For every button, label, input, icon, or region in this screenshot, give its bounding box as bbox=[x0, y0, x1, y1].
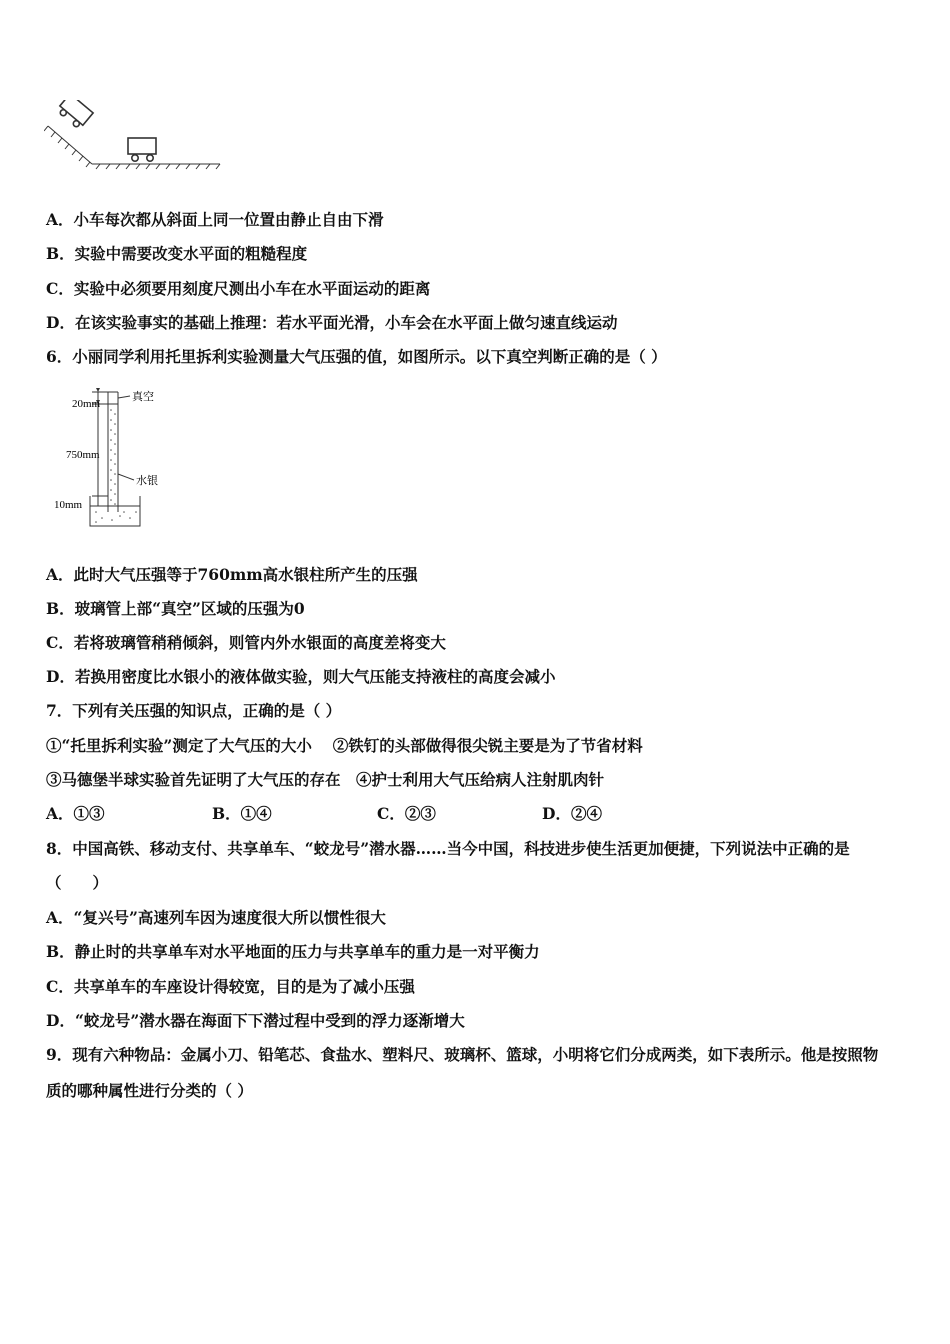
q6-option-d: D．若换用密度比水银小的液体做实验，则大气压能支持液柱的高度会减小 bbox=[46, 667, 556, 686]
label-750mm: 750mm bbox=[66, 449, 100, 461]
q9-stem-line-1: 9．现有六种物品：金属小刀、铅笔芯、食盐水、塑料尺、玻璃杯、篮球，小明将它们分成两类，如下表所示。他是按照物 bbox=[46, 1045, 879, 1064]
q7-statements-1: ①“托里拆利实验”测定了大气压的大小 ②铁钉的头部做得很尖锐主要是为了节省材料 bbox=[46, 736, 643, 755]
q8-option-d: D．“蛟龙号”潜水器在海面下下潜过程中受到的浮力逐渐增大 bbox=[46, 1011, 465, 1030]
q5-option-b: B．实验中需要改变水平面的粗糙程度 bbox=[46, 244, 308, 263]
label-mercury: 水银 bbox=[136, 475, 158, 487]
q6-stem: 6．小丽同学利用托里拆利实验测量大气压强的值，如图所示。以下真空判断正确的是（ ） bbox=[46, 347, 667, 366]
q8-stem-line-1: 8．中国高铁、移动支付、共享单车、“蛟龙号”潜水器……当今中国，科技进步使生活更加便捷，下列说法中正确的是 bbox=[46, 839, 850, 858]
q6-option-b: B．玻璃管上部“真空”区域的压强为0 bbox=[46, 599, 305, 618]
torricelli-figure bbox=[50, 384, 180, 534]
label-20mm: 20mm bbox=[72, 398, 101, 410]
q6-option-c: C．若将玻璃管稍稍倾斜，则管内外水银面的高度差将变大 bbox=[46, 633, 446, 652]
q7-statements-2: ③马德堡半球实验首先证明了大气压的存在 ④护士利用大气压给病人注射肌肉针 bbox=[46, 770, 605, 789]
q5-option-a: A．小车每次都从斜面上同一位置由静止自由下滑 bbox=[46, 210, 384, 229]
q5-option-c: C．实验中必须要用刻度尺测出小车在水平面运动的距离 bbox=[46, 279, 431, 298]
q7-option-b: B．①④ bbox=[212, 804, 272, 823]
q7-stem: 7．下列有关压强的知识点，正确的是（ ） bbox=[46, 701, 342, 720]
q6-option-a: A．此时大气压强等于760mm高水银柱所产生的压强 bbox=[46, 565, 418, 584]
incline-cart-figure bbox=[44, 100, 224, 172]
label-10mm: 10mm bbox=[54, 499, 83, 511]
q8-option-b: B．静止时的共享单车对水平地面的压力与共享单车的重力是一对平衡力 bbox=[46, 942, 540, 961]
q7-option-a: A．①③ bbox=[46, 804, 105, 823]
q8-option-a: A．“复兴号”高速列车因为速度很大所以惯性很大 bbox=[46, 908, 386, 927]
q8-option-c: C．共享单车的车座设计得较宽，目的是为了减小压强 bbox=[46, 977, 415, 996]
q7-option-d: D．②④ bbox=[542, 804, 602, 823]
label-vacuum: 真空 bbox=[132, 391, 154, 403]
q8-stem-line-2: （ ） bbox=[46, 873, 109, 892]
q9-stem-line-2: 质的哪种属性进行分类的（ ） bbox=[46, 1081, 253, 1100]
q5-option-d: D．在该实验事实的基础上推理：若水平面光滑，小车会在水平面上做匀速直线运动 bbox=[46, 313, 618, 332]
q7-option-c: C．②③ bbox=[377, 804, 436, 823]
